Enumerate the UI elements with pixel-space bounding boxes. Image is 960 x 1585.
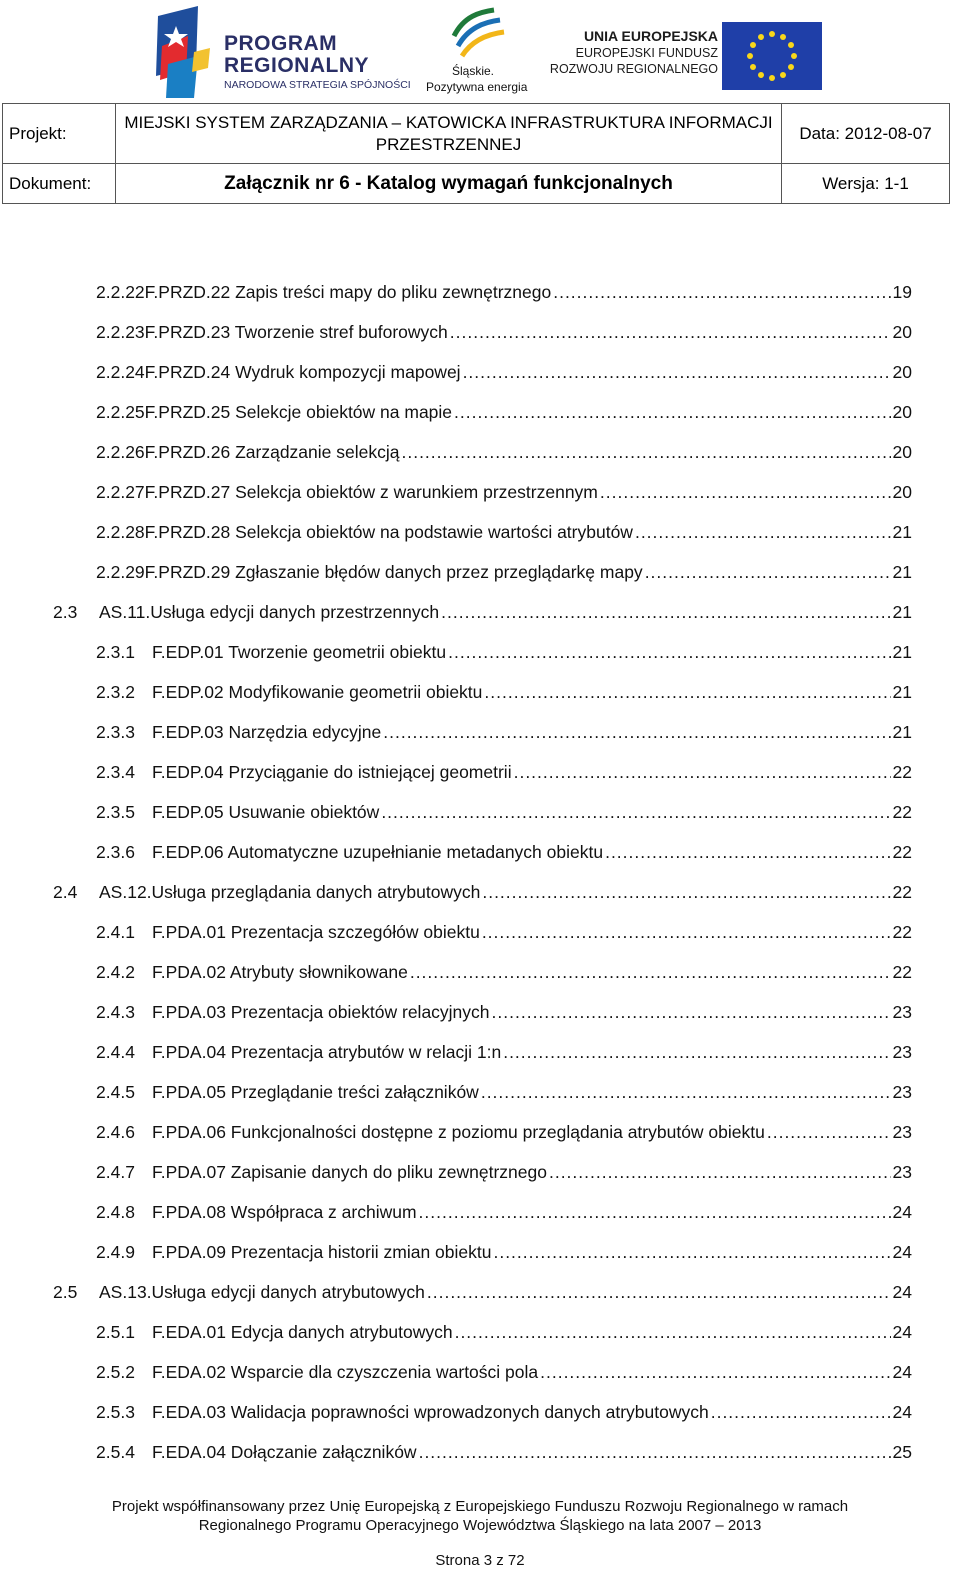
toc-entry-page: 22: [892, 762, 912, 782]
toc-entry-title: F.EDA.02 Wsparcie dla czyszczenia wartości pola: [152, 1362, 539, 1382]
toc-entry[interactable]: [53, 882, 912, 908]
toc-entry-title: F.EDP.03 Narzędzia edycyjne: [152, 722, 382, 742]
slaskie-waves-icon: [450, 6, 510, 62]
toc-entry-number: 2.5.2: [96, 1362, 135, 1382]
toc-entry[interactable]: [96, 802, 912, 828]
toc-entry-title: F.PRZD.28 Selekcja obiektów na podstawie wartości atrybutów: [144, 522, 633, 542]
toc-entry-number: 2.5: [53, 1282, 78, 1302]
toc-entry-number: 2.2.28: [96, 522, 145, 542]
ue-logo-line3: ROZWOJU REGIONALNEGO: [549, 62, 718, 76]
toc-entry-title: F.PRZD.25 Selekcje obiektów na mapie: [144, 402, 453, 422]
toc-leader-dots: [441, 602, 890, 623]
toc-entry-number: 2.5.1: [96, 1322, 135, 1342]
toc-leader-dots: [553, 282, 890, 303]
toc-entry[interactable]: [96, 1362, 912, 1388]
document-label: Dokument:: [3, 164, 116, 204]
toc-entry-page: 21: [892, 562, 912, 582]
document-date: Data: 2012-08-07: [782, 104, 950, 164]
toc-entry-number: 2.2.24: [96, 362, 145, 382]
toc-entry[interactable]: [96, 322, 912, 348]
toc-entry-title: F.PDA.09 Prezentacja historii zmian obiektu: [152, 1242, 492, 1262]
toc-leader-dots: [600, 482, 891, 503]
toc-leader-dots: [503, 1042, 890, 1063]
slaskie-logo: [420, 6, 540, 98]
toc-entry-number: 2.3.5: [96, 802, 135, 822]
toc-entry-number: 2.4.8: [96, 1202, 135, 1222]
toc-entry-page: 24: [892, 1362, 912, 1382]
program-regionalny-emblem-icon: [148, 6, 220, 98]
toc-entry-number: 2.4.5: [96, 1082, 135, 1102]
document-version: Wersja: 1-1: [782, 164, 950, 204]
toc-leader-dots: [410, 962, 891, 983]
toc-entry[interactable]: [96, 402, 912, 428]
toc-leader-dots: [381, 802, 890, 823]
toc-entry-title: F.PDA.08 Współpraca z archiwum: [152, 1202, 417, 1222]
toc-entry[interactable]: [96, 1402, 912, 1428]
program-logo-line2: REGIONALNY: [224, 54, 370, 77]
toc-leader-dots: [455, 1322, 891, 1343]
toc-entry-page: 22: [892, 962, 912, 982]
toc-entry-number: 2.2.29: [96, 562, 145, 582]
program-regionalny-logo: [148, 6, 411, 98]
toc-entry[interactable]: [96, 442, 912, 468]
toc-entry-page: 23: [892, 1002, 912, 1022]
toc-entry-page: 21: [892, 602, 912, 622]
toc-entry-title: F.PRZD.26 Zarządzanie selekcją: [144, 442, 400, 462]
project-label: Projekt:: [3, 104, 116, 164]
toc-entry-title: F.PRZD.24 Wydruk kompozycji mapowej: [144, 362, 461, 382]
toc-entry-title: F.EDP.01 Tworzenie geometrii obiektu: [152, 642, 447, 662]
toc-entry-number: 2.2.27: [96, 482, 145, 502]
toc-leader-dots: [419, 1442, 891, 1463]
slaskie-logo-line1: Śląskie.: [452, 64, 495, 78]
toc-entry-number: 2.4.3: [96, 1002, 135, 1022]
toc-entry-title: AS.12.Usługa przeglądania danych atrybutowych: [99, 882, 481, 902]
toc-entry[interactable]: [96, 1442, 912, 1468]
toc-entry-page: 24: [892, 1322, 912, 1342]
toc-entry[interactable]: [96, 922, 912, 948]
toc-entry-page: 20: [892, 442, 912, 462]
toc-entry-number: 2.3.2: [96, 682, 135, 702]
toc-entry-title: F.EDA.03 Walidacja poprawności wprowadzonych danych atrybutowych: [152, 1402, 709, 1422]
toc-leader-dots: [540, 1362, 890, 1383]
toc-leader-dots: [514, 762, 891, 783]
toc-entry-title: F.EDP.06 Automatyczne uzupełnianie metadanych obiektu: [152, 842, 604, 862]
toc-entry-number: 2.4.7: [96, 1162, 135, 1182]
toc-entry[interactable]: [53, 602, 912, 628]
toc-leader-dots: [481, 1082, 891, 1103]
toc-entry[interactable]: [96, 1122, 912, 1148]
footer-cofinancing-line2: Regionalnego Programu Operacyjnego Województwa Śląskiego na lata 2007 – 2013: [198, 1517, 762, 1534]
toc-entry-page: 20: [892, 402, 912, 422]
project-title-line1: MIEJSKI SYSTEM ZARZĄDZANIA – KATOWICKA INFRASTRUKTURA INFORMACJI: [124, 112, 773, 132]
toc-entry-number: 2.2.23: [96, 322, 145, 342]
project-title: [116, 104, 782, 164]
toc-entry[interactable]: [96, 682, 912, 708]
toc-entry-page: 19: [892, 282, 912, 302]
toc-entry-number: 2.4.6: [96, 1122, 135, 1142]
toc-entry-title: F.PDA.01 Prezentacja szczegółów obiektu: [152, 922, 480, 942]
toc-leader-dots: [448, 642, 890, 663]
toc-entry-page: 24: [892, 1282, 912, 1302]
toc-entry[interactable]: [96, 1162, 912, 1188]
toc-entry-page: 20: [892, 322, 912, 342]
toc-leader-dots: [482, 882, 890, 903]
toc-entry-title: F.PDA.07 Zapisanie danych do pliku zewnętrznego: [152, 1162, 547, 1182]
toc-entry-title: F.EDP.02 Modyfikowanie geometrii obiektu: [152, 682, 483, 702]
toc-entry-title: F.PDA.05 Przeglądanie treści załączników: [152, 1082, 479, 1102]
toc-entry[interactable]: [96, 962, 912, 988]
toc-entry-title: AS.13.Usługa edycji danych atrybutowych: [99, 1282, 425, 1302]
toc-entry-title: F.PRZD.27 Selekcja obiektów z warunkiem przestrzennym: [144, 482, 598, 502]
toc-entry-number: 2.3.4: [96, 762, 135, 782]
project-title-line2: PRZESTRZENNEJ: [375, 134, 522, 154]
toc-entry-title: F.EDA.04 Dołączanie załączników: [152, 1442, 417, 1462]
toc-entry-title: F.PDA.06 Funkcjonalności dostępne z poziomu przeglądania atrybutów obiektu: [152, 1122, 765, 1142]
toc-entry-page: 20: [892, 362, 912, 382]
toc-leader-dots: [635, 522, 891, 543]
toc-entry-page: 25: [892, 1442, 912, 1462]
toc-entry-number: 2.3.6: [96, 842, 135, 862]
toc-entry-page: 24: [892, 1202, 912, 1222]
toc-entry[interactable]: [96, 1322, 912, 1348]
toc-leader-dots: [493, 1242, 890, 1263]
toc-entry[interactable]: [96, 762, 912, 788]
footer-cofinancing-line1: Projekt współfinansowany przez Unię Europejską z Europejskiego Funduszu Rozwoju Regionalnego w ramach: [111, 1498, 849, 1515]
toc-entry-title: F.PDA.02 Atrybuty słownikowane: [152, 962, 408, 982]
toc-entry[interactable]: [96, 282, 912, 308]
toc-entry[interactable]: [96, 1242, 912, 1268]
toc-leader-dots: [711, 1402, 891, 1423]
document-title: Załącznik nr 6 - Katalog wymagań funkcjonalnych: [116, 164, 782, 204]
toc-entry-title: AS.11.Usługa edycji danych przestrzennych: [99, 602, 440, 622]
toc-entry-number: 2.4.9: [96, 1242, 135, 1262]
slaskie-logo-line2: Pozytywna energia: [426, 80, 528, 94]
toc-entry[interactable]: [96, 562, 912, 588]
toc-entry-title: F.PRZD.22 Zapis treści mapy do pliku zewnętrznego: [144, 282, 552, 302]
logos-band: [0, 0, 960, 100]
toc-entry-page: 21: [892, 682, 912, 702]
toc-entry[interactable]: [96, 1082, 912, 1108]
toc-leader-dots: [482, 922, 891, 943]
toc-leader-dots: [401, 442, 890, 463]
toc-entry-page: 22: [892, 802, 912, 822]
program-logo-line1: PROGRAM: [224, 32, 338, 55]
toc-leader-dots: [549, 1162, 891, 1183]
toc-entry-number: 2.2.26: [96, 442, 145, 462]
toc-leader-dots: [427, 1282, 891, 1303]
toc-entry-page: 20: [892, 482, 912, 502]
toc-entry-page: 24: [892, 1242, 912, 1262]
toc-entry-number: 2.2.22: [96, 282, 145, 302]
toc-entry[interactable]: [96, 1002, 912, 1028]
toc-entry-number: 2.3: [53, 602, 78, 622]
toc-leader-dots: [605, 842, 890, 863]
toc-leader-dots: [484, 682, 890, 703]
toc-entry-number: 2.5.3: [96, 1402, 135, 1422]
toc-entry[interactable]: [96, 722, 912, 748]
toc-leader-dots: [645, 562, 891, 583]
toc-entry-number: 2.4.2: [96, 962, 135, 982]
unia-europejska-logo: [548, 22, 838, 92]
page-number: Strona 3 z 72: [435, 1552, 525, 1569]
toc-entry[interactable]: [96, 482, 912, 508]
program-logo-line3: NARODOWA STRATEGIA SPÓJNOŚCI: [224, 79, 411, 91]
toc-entry[interactable]: [96, 642, 912, 668]
toc-leader-dots: [463, 362, 891, 383]
toc-entry-title: F.PDA.04 Prezentacja atrybutów w relacji 1:n: [152, 1042, 502, 1062]
toc-entry[interactable]: [96, 1042, 912, 1068]
toc-entry[interactable]: [53, 1282, 912, 1308]
toc-entry-page: 21: [892, 642, 912, 662]
toc-entry-page: 22: [892, 842, 912, 862]
toc-leader-dots: [767, 1122, 891, 1143]
toc-leader-dots: [450, 322, 891, 343]
toc-entry-page: 22: [892, 882, 912, 902]
toc-leader-dots: [419, 1202, 891, 1223]
toc-entry-title: F.EDP.04 Przyciąganie do istniejącej geometrii: [152, 762, 512, 782]
ue-logo-line2: EUROPEJSKI FUNDUSZ: [575, 46, 718, 60]
toc-entry-page: 22: [892, 922, 912, 942]
toc-entry-title: F.PRZD.23 Tworzenie stref buforowych: [144, 322, 448, 342]
toc-entry-number: 2.3.3: [96, 722, 135, 742]
toc-entry[interactable]: [96, 842, 912, 868]
toc-leader-dots: [454, 402, 891, 423]
document-header-table: [2, 103, 950, 204]
toc-entry[interactable]: [96, 362, 912, 388]
toc-entry-number: 2.2.25: [96, 402, 145, 422]
toc-entry-number: 2.3.1: [96, 642, 135, 662]
toc-entry-title: F.PRZD.29 Zgłaszanie błędów danych przez przeglądarkę mapy: [144, 562, 643, 582]
toc-entry-number: 2.5.4: [96, 1442, 135, 1462]
toc-entry-number: 2.4.4: [96, 1042, 135, 1062]
toc-leader-dots: [492, 1002, 891, 1023]
toc-entry-page: 21: [892, 522, 912, 542]
toc-entry-page: 24: [892, 1402, 912, 1422]
eu-flag-icon: [722, 22, 822, 90]
toc-entry-title: F.EDA.01 Edycja danych atrybutowych: [152, 1322, 453, 1342]
toc-entry-page: 21: [892, 722, 912, 742]
toc-entry[interactable]: [96, 1202, 912, 1228]
toc-entry[interactable]: [96, 522, 912, 548]
toc-entry-page: 23: [892, 1082, 912, 1102]
toc-entry-page: 23: [892, 1042, 912, 1062]
toc-entry-number: 2.4.1: [96, 922, 135, 942]
ue-logo-line1: UNIA EUROPEJSKA: [583, 28, 718, 44]
toc-entry-title: F.EDP.05 Usuwanie obiektów: [152, 802, 380, 822]
toc-entry-page: 23: [892, 1122, 912, 1142]
toc-entry-page: 23: [892, 1162, 912, 1182]
toc-leader-dots: [383, 722, 890, 743]
toc-entry-title: F.PDA.03 Prezentacja obiektów relacyjnych: [152, 1002, 490, 1022]
toc-entry-number: 2.4: [53, 882, 78, 902]
